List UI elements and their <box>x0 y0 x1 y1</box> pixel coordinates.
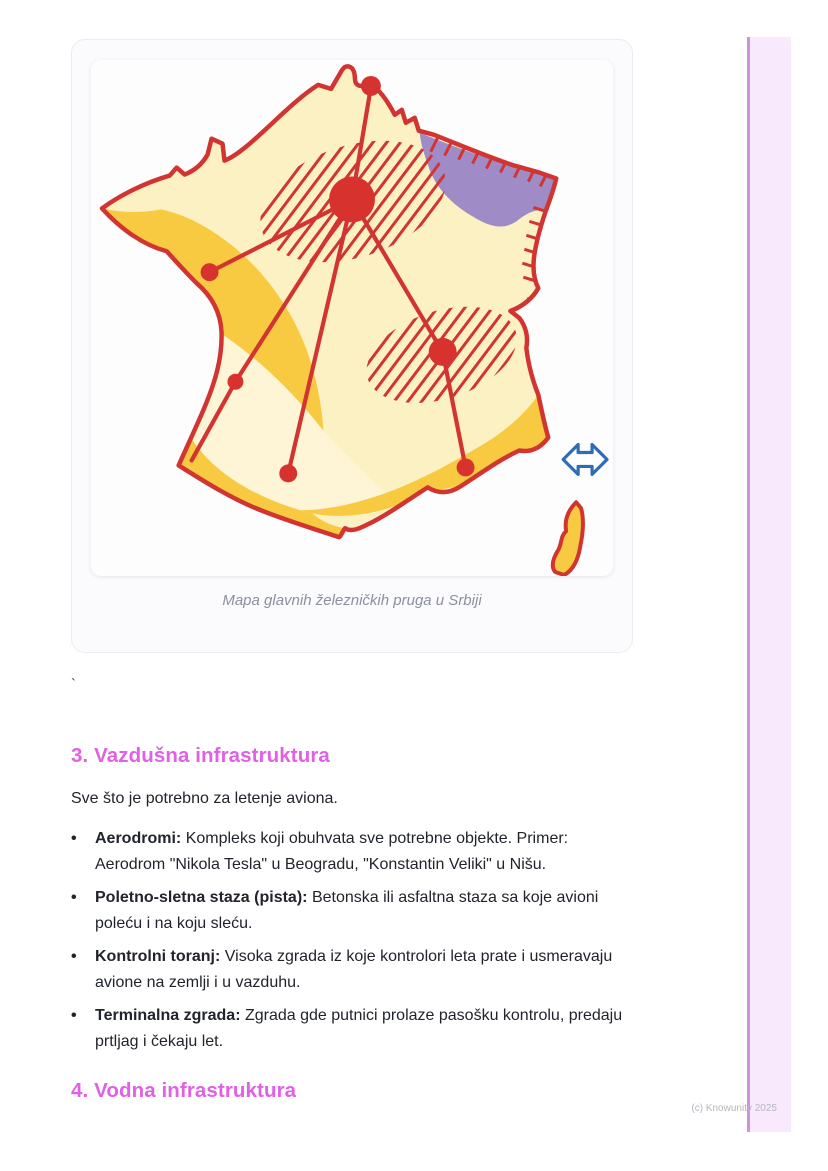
list-item-body <box>95 944 633 996</box>
list-item-term: Kontrolni toranj: <box>95 948 221 965</box>
dot-southeast <box>457 458 475 476</box>
france-map-regions <box>91 60 613 576</box>
list-item-term: Aerodromi: <box>95 830 182 847</box>
list-item-body <box>95 885 633 937</box>
list-item-term: Poletno-sletna staza (pista): <box>95 889 308 906</box>
list-item <box>71 885 633 937</box>
bullet-icon: • <box>71 1007 77 1024</box>
list-item-body <box>95 826 633 878</box>
list-item-term: Terminalna zgrada: <box>95 1007 241 1024</box>
section-3-heading: 3. Vazdušna infrastruktura <box>71 744 330 767</box>
list-item-text: Zgrada gde putnici prolaze pasošku kontrolu, predaju prtljag i čekaju let. <box>95 1007 623 1050</box>
bullet-icon: • <box>71 948 77 965</box>
corsica-island <box>553 502 583 575</box>
list-item-text: Kompleks koji obuhvata sve potrebne objekte. Primer: Aerodrom "Nikola Tesla" u Beogradu, "Konstantin Veliki" u Nišu. <box>95 830 569 873</box>
france-railway-map-illustration <box>91 60 613 576</box>
list-item-text: Visoka zgrada iz koje kontrolori leta prate i usmeravaju avione na zemlji i u vazduhu. <box>95 948 613 991</box>
next-page-edge-preview[interactable] <box>747 37 791 1132</box>
figure-caption: Mapa glavnih železničkih pruga u Srbiji <box>222 592 482 609</box>
hub-dot-paris <box>329 177 375 223</box>
dot-west <box>201 263 219 281</box>
figure-card <box>71 39 633 653</box>
airport-infrastructure-list <box>71 826 633 1062</box>
knowunity-watermark: (c) Knowunity 2025 <box>691 1103 777 1114</box>
bullet-icon: • <box>71 830 77 847</box>
section-3-intro: Sve što je potrebno za letenje aviona. <box>71 790 338 807</box>
dot-east <box>429 338 457 366</box>
map-figure-image <box>91 60 613 576</box>
horizontal-arrows-icon <box>563 445 607 475</box>
list-item-body <box>95 1003 633 1055</box>
list-item <box>71 1003 633 1055</box>
bullet-icon: • <box>71 889 77 906</box>
section-4-heading: 4. Vodna infrastruktura <box>71 1079 297 1102</box>
dot-southwest <box>227 374 243 390</box>
list-item-text: Betonska ili asfaltna staza sa koje avioni poleću i na koju sleću. <box>95 889 599 932</box>
dot-south <box>279 464 297 482</box>
list-item <box>71 826 633 878</box>
list-item <box>71 944 633 996</box>
stray-backtick-text: ` <box>71 676 76 693</box>
